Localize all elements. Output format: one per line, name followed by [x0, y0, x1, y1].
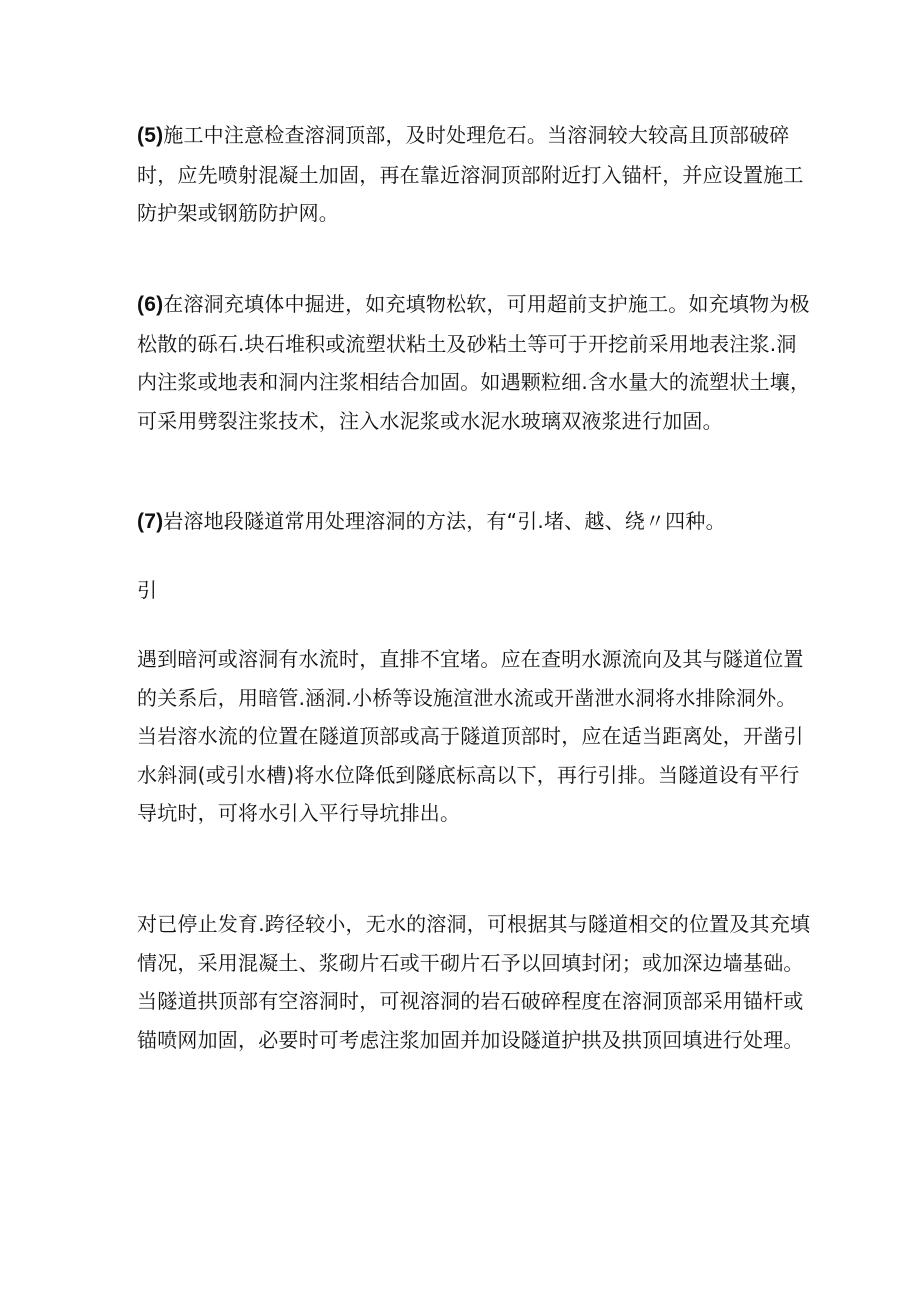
section-heading-yin: 引 [137, 578, 158, 602]
paragraph-text: 施工中注意检查溶洞顶部，及时处理危石。当溶洞较大较高且顶部破碎时，应先喷射混凝土加固，再在靠近溶洞顶部附近打入锚杆，并应设置施工防护架或钢筋防护网。 [137, 123, 804, 225]
paragraph-number: (5) [137, 124, 164, 147]
paragraph-text: 岩溶地段隧道常用处理溶洞的方法，有“引.堵、越、绕〃四种。 [163, 509, 726, 533]
paragraph-number: (6) [137, 293, 164, 316]
paragraph-5 [137, 116, 813, 233]
paragraph-6 [137, 285, 813, 440]
paragraph-text: 在溶洞充填体中掘进，如充填物松软，可用超前支护施工。如充填物为极松散的砾石.块石堆积或流塑状粘土及砂粘土等可于开挖前采用地表注浆.洞内注浆或地表和洞内注浆相结合加固。如遇颗粒细.含水量大的流塑状土壤，可采用劈裂注浆技术，注入水泥浆或水泥水玻璃双液浆进行加固。 [137, 292, 811, 433]
paragraph-backfill: 对已停止发育.跨径较小，无水的溶洞，可根据其与隧道相交的位置及其充填情况，采用混凝土、浆砌片石或干砌片石予以回填封闭；或加深边墙基础。当隧道拱顶部有空溶洞时，可视溶洞的岩石破碎程度在溶洞顶部采用锚杆或锚喷网加固，必要时可考虑注浆加固并加设隧道护拱及拱顶回填进行处理。 [137, 912, 811, 1052]
paragraph-7 [137, 502, 813, 542]
paragraph-yin: 遇到暗河或溶洞有水流时，直排不宜堵。应在查明水源流向及其与隧道位置的关系后，用暗管.涵洞.小桥等设施渲泄水流或开凿泄水洞将水排除洞外。当岩溶水流的位置在隧道顶部或高于隧道顶部时，应在适当距离处，开凿引水斜洞(或引水槽)将水位降低到隧底标高以下，再行引排。当隧道设有平行导坑时，可将水引入平行导坑排出。 [137, 647, 804, 825]
paragraph-number: (7) [137, 510, 164, 533]
